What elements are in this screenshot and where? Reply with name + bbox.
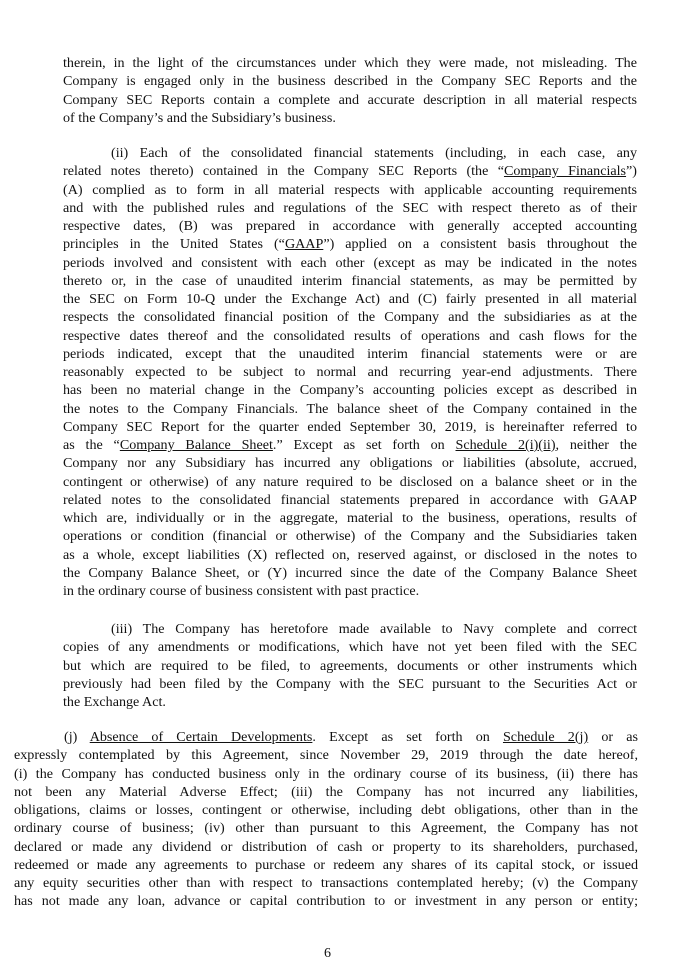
text-line: previously had been filed by the Company with the SEC pursuant to the Securities Act or [63, 675, 637, 692]
text-line: the notes to the Company Financials. The balance sheet of the Company contained in the [63, 400, 637, 417]
text-line: but which are required to be filed, to agreements, documents or other instruments which [63, 657, 637, 674]
text-line: respective dates, (B) was prepared in accordance with generally accepted accounting [63, 218, 637, 234]
text-line: operations or condition (financial or otherwise) of the Company and the Subsidiaries taken [63, 528, 637, 545]
page-number: 6 [324, 946, 331, 961]
text-line: has been no material change in the Company’s accounting policies except as described in [63, 382, 637, 399]
text-line: principles in the United States (“GAAP”) applied on a consistent basis throughout the [63, 236, 637, 253]
defined-term-gaap: GAAP [284, 236, 324, 253]
paragraph-ii [63, 144, 637, 600]
text-line: obligations, claims or losses, contingent or otherwise, including debt obligations, other than in the [14, 802, 638, 818]
text-line: the SEC on Form 10-Q under the Exchange Act) and (C) fairly presented in all material [63, 291, 637, 307]
schedule-reference: Schedule 2(i)(ii) [455, 437, 556, 453]
text-line: copies of any amendments or modifications, which have not yet been filed with the SEC [63, 639, 637, 656]
text-line: Company SEC Report for the quarter ended September 30, 2019, is hereinafter referred to [63, 418, 637, 435]
text-run: related notes thereto) contained in the Company SEC Reports (the “ [63, 163, 504, 180]
text-line: thereto or, in the case of unaudited interim financial statements, as may be permitted by [63, 272, 637, 289]
paragraph-iii [63, 620, 637, 711]
text-line: as the “Company Balance Sheet.” Except as set forth on Schedule 2(i)(ii), neither the [63, 437, 637, 453]
text-line: any equity securities other than with respect to transactions contemplated hereby; (v) the Company [14, 875, 638, 891]
text-line: not been any Material Adverse Effect; (iii) the Company has not incurred any liabilities, [14, 783, 638, 800]
text-line: Company nor any Subsidiary has incurred any obligations or liabilities (absolute, accrued, [63, 455, 637, 472]
text-line: ordinary course of business; (iv) other than pursuant to this Agreement, the Company has not [14, 820, 638, 837]
text-line: respective dates thereof and the consolidated results of operations and cash flows for the [63, 327, 637, 344]
text-line: has not made any loan, advance or capital contribution to or investment in any person or entity; [14, 893, 638, 910]
text-line: as a whole, except liabilities (X) reflected on, reserved against, or disclosed in the notes to [63, 546, 637, 563]
text-line: the Exchange Act. [63, 694, 166, 710]
schedule-reference: Schedule 2(j) [502, 729, 589, 745]
text-line: redeemed or made any agreements to purchase or redeem any shares of its capital stock, or issued [14, 856, 638, 873]
text-line: Company is engaged only in the business described in the Company SEC Reports and the [63, 73, 637, 90]
text-line: related notes thereto) contained in the Company SEC Reports (the “Company Financials”) [63, 163, 637, 180]
paragraph-continuation [63, 54, 637, 127]
text-line: (ii) Each of the consolidated financial statements (including, in each case, any [111, 145, 637, 161]
text-line: expressly contemplated by this Agreement, since November 29, 2019 through the date hereof, [14, 747, 638, 764]
defined-term-company-balance-sheet: Company Balance Sheet [119, 437, 273, 453]
text-line: periods indicated, except that the unaudited interim financial statements were or are [63, 345, 637, 362]
text-line: contingent or otherwise) of any nature required to be disclosed on a balance sheet or in the [63, 473, 637, 490]
text-line: (iii) The Company has heretofore made available to Navy complete and correct [111, 621, 637, 637]
section-heading: Absence of Certain Developments [89, 729, 313, 745]
text-line: reasonably expected to be subject to normal and recurring year-end adjustments. There [63, 364, 637, 380]
text-line: in the ordinary course of business consistent with past practice. [63, 583, 420, 599]
text-line: the Company Balance Sheet, or (Y) incurred since the date of the Company Balance Sheet [63, 564, 637, 581]
text-line: respects the consolidated financial position of the Company and the subsidiaries as at the [63, 309, 637, 326]
defined-term-company-financials: Company Financials [503, 163, 627, 180]
text-line: declared or made any dividend or distribution of cash or property to its shareholders, purchased, [14, 838, 638, 855]
text-line: (j) Absence of Certain Developments. Except as set forth on Schedule 2(j) or as [64, 729, 638, 745]
text-line: (A) complied as to form in all material respects with applicable accounting requirements [63, 181, 637, 198]
text-line: and with the published rules and regulations of the SEC with respect thereto as of their [63, 199, 637, 216]
text-line: of the Company’s and the Subsidiary’s business. [63, 109, 336, 126]
text-line: periods involved and consistent with each other (except as may be indicated in the notes [63, 254, 637, 271]
text-line: related notes to the consolidated financial statements prepared in accordance with GAAP [63, 491, 637, 508]
text-line: (i) the Company has conducted business only in the ordinary course of its business, (ii) there has [14, 765, 638, 782]
text-line: which are, individually or in the aggregate, material to the business, operations, results of [63, 510, 637, 526]
paragraph-j [14, 728, 638, 911]
text-line: therein, in the light of the circumstances under which they were made, not misleading. The [63, 55, 637, 71]
text-line: Company SEC Reports contain a complete and accurate description in all material respects [63, 91, 637, 108]
